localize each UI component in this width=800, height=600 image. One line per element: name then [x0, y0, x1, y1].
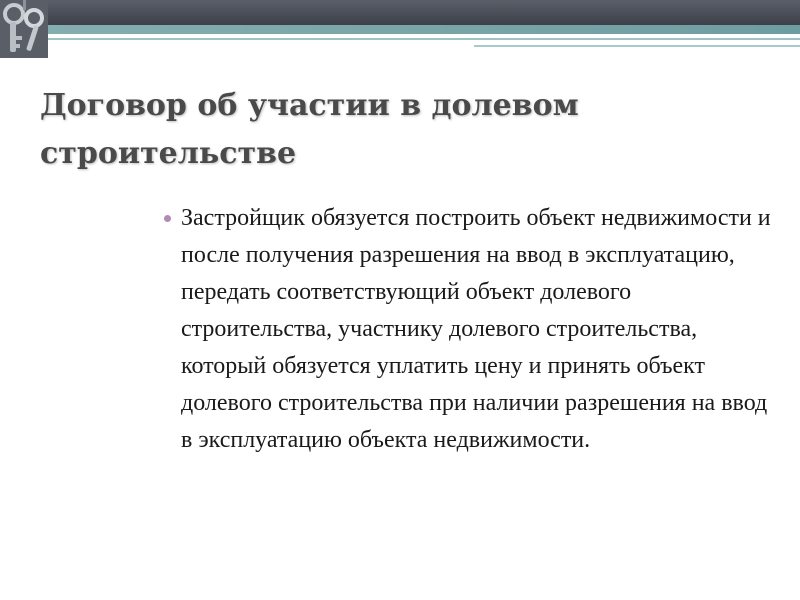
bullet-text: Застройщик обязуется построить объект недвижимости и после получения разрешения на ввод в эксплуатацию, передать соответствующий объект долевого строительства, участнику долевого строительства, который обязуется уплатить цену и принять объект долевого строительства при наличии разрешения на ввод в эксплуатацию объекта недвижимости. [181, 205, 771, 453]
bullet-dot-icon [164, 215, 171, 222]
bullet-list [160, 200, 780, 459]
keys-icon [0, 0, 48, 58]
header-rule-1 [40, 38, 800, 40]
header-band [0, 0, 800, 25]
bullet-item [160, 200, 780, 459]
header-accent-band [0, 25, 800, 34]
header-rule-2 [474, 45, 800, 47]
slide-title: Договор об участии в долевом строительстве [40, 88, 579, 171]
